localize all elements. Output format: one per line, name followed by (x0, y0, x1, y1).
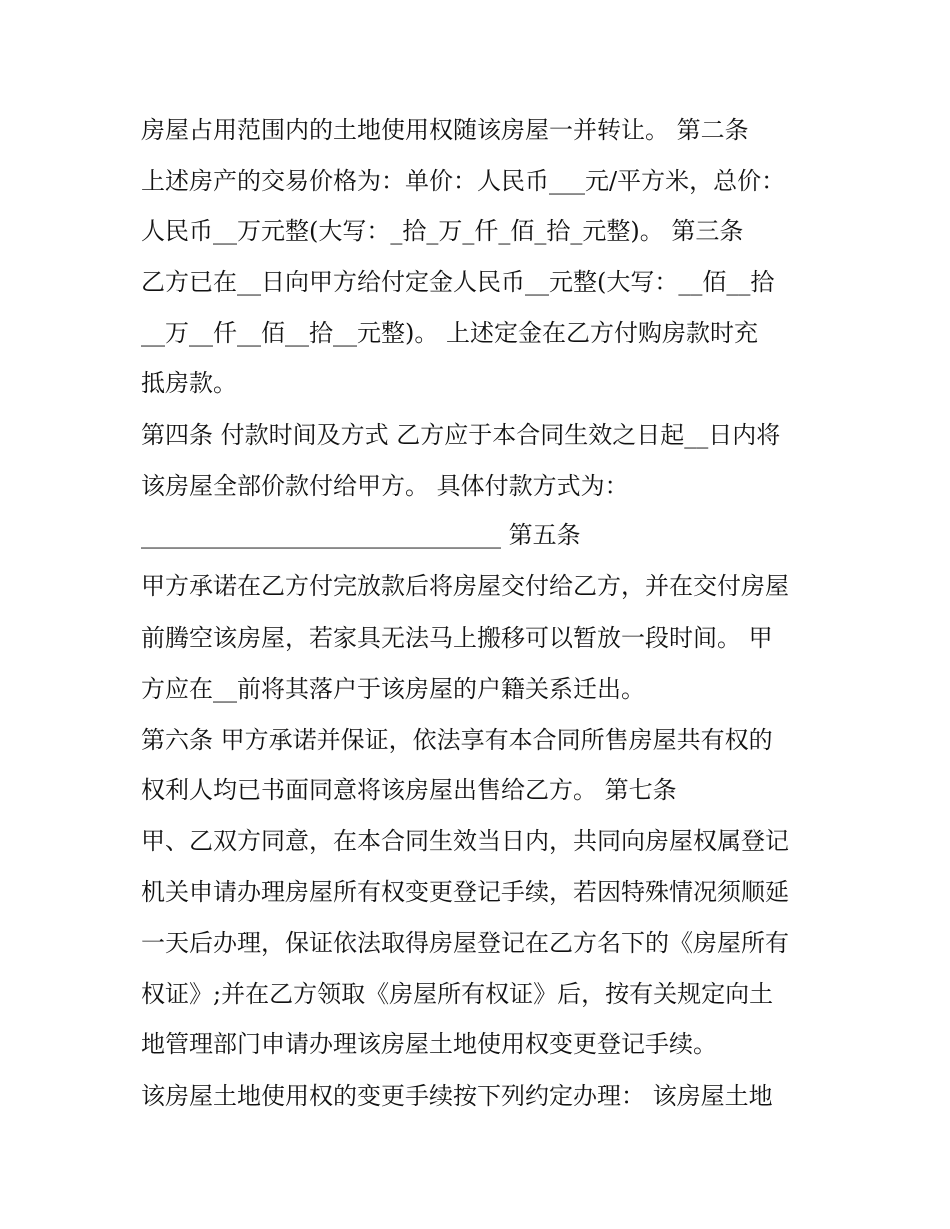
text-line: __万__仟__佰__拾__元整)。 上述定金在乙方付购房款时充 (141, 319, 758, 347)
text-line: 机关申请办理房屋所有权变更登记手续，若因特殊情况须顺延 (141, 878, 789, 906)
text-line: 房屋占用范围内的土地使用权随该房屋一并转让。 第二条 (141, 116, 749, 144)
text-line: 抵房款。 (141, 369, 237, 397)
text-line: 甲、乙双方同意，在本合同生效当日内，共同向房屋权属登记 (141, 827, 789, 855)
text-line: 前腾空该房屋，若家具无法马上搬移可以暂放一段时间。 甲 (141, 624, 773, 652)
text-line: 第六条 甲方承诺并保证，依法享有本合同所售房屋共有权的 (141, 726, 773, 754)
text-line: 第四条 付款时间及方式 乙方应于本合同生效之日起__日内将 (141, 421, 781, 449)
text-line: 该房屋全部价款付给甲方。 具体付款方式为： (141, 472, 629, 500)
text-line: 权利人均已书面同意将该房屋出售给乙方。 第七条 (141, 776, 677, 804)
text-line: 甲方承诺在乙方付完放款后将房屋交付给乙方，并在交付房屋 (141, 572, 789, 600)
text-line: 该房屋土地使用权的变更手续按下列约定办理： 该房屋土地 (141, 1082, 773, 1110)
text-line: 上述房产的交易价格为：单价：人民币___元/平方米，总价： (141, 167, 786, 195)
text-line: ______________________________ 第五条 (141, 521, 581, 549)
text-line: 方应在__前将其落户于该房屋的户籍关系迁出。 (141, 675, 645, 703)
text-line: 乙方已在__日向甲方给付定金人民币__元整(大写：__佰__拾 (141, 268, 775, 296)
text-line: 地管理部门申请办理该房屋土地使用权变更登记手续。 (141, 1030, 717, 1058)
text-line: 一天后办理，保证依法取得房屋登记在乙方名下的《房屋所有 (141, 929, 789, 957)
text-line: 人民币__万元整(大写：_拾_万_仟_佰_拾_元整)。 第三条 (141, 217, 744, 245)
text-line: 权证》;并在乙方领取《房屋所有权证》后，按有关规定向土 (141, 980, 774, 1008)
